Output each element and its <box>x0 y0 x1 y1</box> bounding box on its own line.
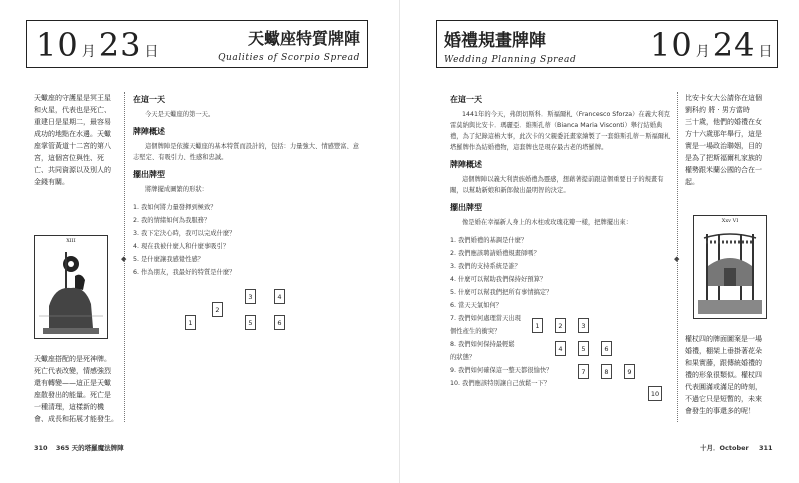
right-sidenote-top-line: 三十歲，他們的婚禮在女 <box>685 118 762 126</box>
left-question: 3. 我下定決心時，我可以完成什麼？ <box>133 230 236 237</box>
right-question: 個性產生的衝突？ <box>450 328 501 335</box>
right-question: 5. 什麼可以幫我們把所有事情搞定？ <box>450 289 553 296</box>
spread-card-3: 3 <box>245 289 256 304</box>
right-sidenote-top-line: 是為了把斯福爾札家族的 <box>685 154 762 162</box>
wedding-card-7: 7 <box>578 364 589 379</box>
right-question: 2. 我們應該聘請婚禮規畫師嗎？ <box>450 250 540 257</box>
left-sidenote-bottom-line: 死亡代表改變，情感強烈 <box>34 367 111 375</box>
right-sidenote-top-line: 劉科約 將 · 男方當時 <box>685 106 750 114</box>
right-title-zh: 婚禮規畫牌陣 <box>444 31 546 51</box>
death-tarot-illustration <box>35 236 107 338</box>
left-overview-heading: 牌陣概述 <box>133 127 165 136</box>
wedding-card-3: 3 <box>578 318 589 333</box>
right-question: 9. 我們如何確保這一整天都很愉快？ <box>450 367 553 374</box>
right-sidenote-bottom-line: 代表圓滿或滿足的時刻， <box>685 383 762 391</box>
right-title-block <box>444 26 614 65</box>
left-question: 6. 作為朋友，我最好的特質是什麼？ <box>133 269 236 276</box>
right-page-number: 311 <box>758 444 773 452</box>
left-divider-bullet: ◆ <box>121 255 127 263</box>
spread-card-6: 6 <box>274 315 285 330</box>
left-book-title: 365 天的塔羅魔法牌陣 <box>55 444 124 452</box>
spread-card-4: 4 <box>274 289 285 304</box>
right-sidenote-top-line: 權勢跟米蘭公國的合在一起。 <box>685 166 762 186</box>
left-today-heading: 在這一天 <box>133 95 165 104</box>
left-sidenote-top-line: 天蠍座的守護星是冥王星 <box>34 94 111 102</box>
right-title-en: Wedding Planning Spread <box>444 55 577 65</box>
left-question: 2. 我的情緒如何為我服務？ <box>133 217 211 224</box>
wedding-card-1: 1 <box>532 318 543 333</box>
right-sidenote-top-line: 實是一場政治聯姻，目的 <box>685 142 762 150</box>
left-date-month-char: 月 <box>81 44 96 60</box>
right-divider-bullet: ◆ <box>674 255 680 263</box>
right-question: 10. 我們應該特別讓自己放鬆一下？ <box>450 380 551 387</box>
left-sidenote-top-line: 和火星，代表也是死亡、 <box>34 106 111 114</box>
left-sidenote-bottom-line: 一種清理，這樣新的機 <box>34 403 104 411</box>
left-footer <box>34 443 124 452</box>
left-main-text <box>133 94 365 279</box>
left-draw-heading: 擺出牌型 <box>133 170 165 179</box>
spread-card-2: 2 <box>212 302 223 317</box>
four-of-wands-tarot-card <box>693 215 767 319</box>
right-date-month-char: 月 <box>695 44 710 60</box>
left-sidenote-top-line: 宮，這個宮位與性、死 <box>34 154 104 162</box>
wedding-card-6: 6 <box>601 341 612 356</box>
right-date-month-number: 10 <box>650 26 693 64</box>
right-footer <box>700 443 773 452</box>
right-question: 4. 什麼可以幫助我們保持好預算？ <box>450 276 547 283</box>
left-sidenote-bottom <box>34 353 120 425</box>
right-sidenote-top <box>685 92 771 188</box>
wedding-card-9: 9 <box>624 364 635 379</box>
right-draw-intro: 像是婚在幸福新人身上的木柱或玫瑰花瓣一樣，把牌擺出來： <box>462 219 633 226</box>
left-today-text: 今天是天蠍座的第一天。 <box>145 111 215 118</box>
right-sidenote-bottom-line: 會發生的事還多的呢！ <box>685 407 755 415</box>
left-title-zh: 天蠍座特質牌陣 <box>247 29 360 48</box>
wedding-card-5: 5 <box>578 341 589 356</box>
right-date-day-char: 日 <box>758 44 773 60</box>
right-question: 7. 我們如何處理當天出現 <box>450 315 521 322</box>
left-sidenote-top-line: 成功的地點在水邊。天蠍 <box>34 130 111 138</box>
left-question: 1. 我如何將力量發揮到極致？ <box>133 204 217 211</box>
spread-card-1: 1 <box>185 315 196 330</box>
left-date-day-char: 日 <box>144 44 159 60</box>
wedding-card-4: 4 <box>555 341 566 356</box>
left-sidenote-bottom-line: 座散發出的能量。死亡是 <box>34 391 111 399</box>
left-sidenote-top-line: 金錢有關。 <box>34 178 69 186</box>
left-date-month-number: 10 <box>36 26 79 64</box>
right-overview-heading: 牌陣概述 <box>450 160 482 169</box>
right-date-day-number: 24 <box>712 26 756 64</box>
right-question: 的狀態？ <box>450 354 476 361</box>
left-question: 4. 現在我被什麼人和什麼事吸引？ <box>133 243 230 250</box>
right-draw-heading: 擺出牌型 <box>450 203 482 212</box>
right-question: 6. 當天天氣如何？ <box>450 302 503 309</box>
left-sidenote-bottom-line: 天蠍座搭配的是死神牌。 <box>34 355 111 363</box>
right-question: 1. 我們婚禮的基調是什麼？ <box>450 237 528 244</box>
right-month-label: 十月．October <box>700 444 749 452</box>
left-sidenote-top <box>34 92 116 188</box>
left-sidenote-top-line: 亡、共同資源以及別人的 <box>34 166 111 174</box>
left-sidenote-top-line: 座掌管黃道十二宮的第八 <box>34 142 111 150</box>
wedding-card-10: 10 <box>648 386 662 401</box>
right-sidenote-bottom <box>685 333 771 417</box>
right-sidenote-bottom-line: 禮的形象很類似。權杖四 <box>685 371 762 379</box>
death-tarot-heading: XIII <box>66 238 76 244</box>
death-tarot-card <box>34 235 108 339</box>
right-sidenote-bottom-line: 不過它只是短暫的，未來 <box>685 395 762 403</box>
left-date <box>36 26 161 64</box>
right-today-heading: 在這一天 <box>450 95 482 104</box>
four-of-wands-heading: Xxv VI <box>721 218 739 224</box>
right-sidenote-bottom-line: 和果實藤，跟傳統婚禮的 <box>685 359 762 367</box>
right-date <box>650 26 775 64</box>
right-sidenote-bottom-line: 婚禮，棚架上垂掛著花朵 <box>685 347 762 355</box>
left-date-day-number: 23 <box>98 26 142 64</box>
left-title-block <box>200 26 360 63</box>
wedding-card-2: 2 <box>555 318 566 333</box>
four-of-wands-illustration <box>694 216 766 318</box>
left-sidenote-top-line: 重建日是星期二，最容易 <box>34 118 111 126</box>
right-question: 8. 我們如何保持最輕鬆 <box>450 341 515 348</box>
left-page <box>0 0 399 483</box>
right-question: 3. 我們的支持系統是誰？ <box>450 263 521 270</box>
left-draw-intro: 將牌擺成圖繁的形狀： <box>145 186 208 193</box>
left-overview-text: 這個牌陣是依據天蠍座的基本特質而設計的，包括：力量強大、情感豐富、意志堅定、有吸引力、性感和忠誠。 <box>133 143 360 161</box>
left-page-number: 310 <box>34 444 48 452</box>
right-sidenote-top-line: 比安卡女大公請你在這個 <box>685 94 762 102</box>
wedding-card-8: 8 <box>601 364 612 379</box>
right-overview-text: 這個牌陣以義大利貴族婚禮為靈感，想藉著提前跟這個重要日子的規畫有關，以幫助新娘和新郎做出最明智的決定。 <box>450 176 664 194</box>
right-sidenote-bottom-line: 權杖四的牌面圖案是一場 <box>685 335 762 343</box>
left-sidenote-bottom-line: 還有轉變——這正是天蠍 <box>34 379 111 387</box>
right-page <box>400 0 799 483</box>
right-today-text: 1441年的今天，弗朗切斯科．斯福爾札（Francesco Sforza）在義大利克雷莫納與比安卡．瑪麗亞．維斯孔蒂（Bianca Maria Visconti）舉行結婚典禮，為了紀錄這樁大事，此次卡的父親委託畫家繪製了一套維斯孔蒂－斯福爾札塔羅牌作為結婚禮物，這套牌也是現存最古老的塔羅牌。 <box>450 111 671 151</box>
spread-card-5: 5 <box>245 315 256 330</box>
left-question: 5. 是什麼讓我感覺性感？ <box>133 256 204 263</box>
left-title-en: Qualities of Scorpio Spread <box>218 53 360 63</box>
left-sidenote-bottom-line: 會、成長和拓展才能發生。 <box>34 415 118 423</box>
right-sidenote-top-line: 方十六歲那年舉行，這是 <box>685 130 762 138</box>
